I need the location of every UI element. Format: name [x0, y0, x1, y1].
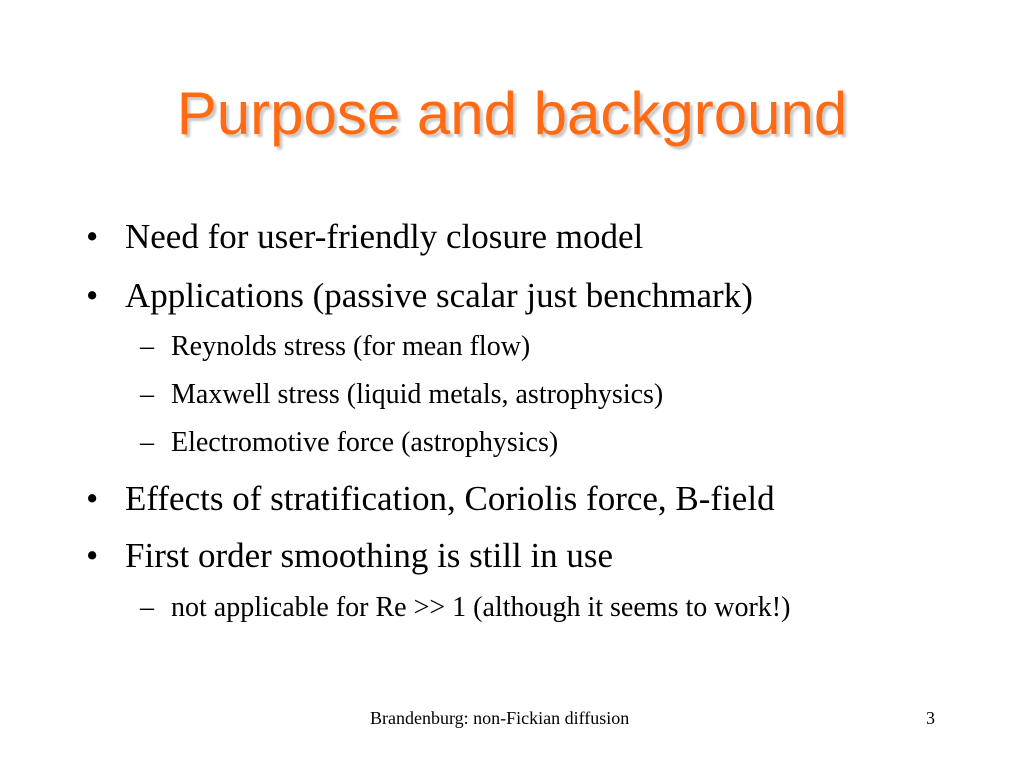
bullet-marker: •	[86, 479, 99, 518]
bullet-item: Effects of stratification, Coriolis force, B-field	[125, 479, 775, 518]
sub-bullet-marker: –	[140, 427, 154, 458]
bullet-item: Need for user-friendly closure model	[125, 217, 644, 256]
bullet-item: Applications (passive scalar just benchmark)	[125, 276, 753, 315]
bullet-marker: •	[86, 536, 99, 575]
bullet-item: First order smoothing is still in use	[125, 536, 614, 575]
sub-bullet-marker: –	[140, 331, 154, 362]
sub-bullet-marker: –	[140, 592, 154, 623]
bullet-marker: •	[86, 276, 99, 315]
page-number: 3	[926, 708, 935, 728]
bullet-marker: •	[86, 217, 99, 256]
slide-title: Purpose and background	[176, 80, 848, 147]
sub-bullet-item: Maxwell stress (liquid metals, astrophysics)	[171, 379, 664, 410]
sub-bullet-item: Reynolds stress (for mean flow)	[171, 331, 531, 362]
sub-bullet-marker: –	[140, 379, 154, 410]
sub-bullet-item: not applicable for Re >> 1 (although it seems to work!)	[171, 592, 791, 623]
footer-text: Brandenburg: non-Fickian diffusion	[370, 708, 630, 728]
sub-bullet-item: Electromotive force (astrophysics)	[171, 427, 559, 458]
